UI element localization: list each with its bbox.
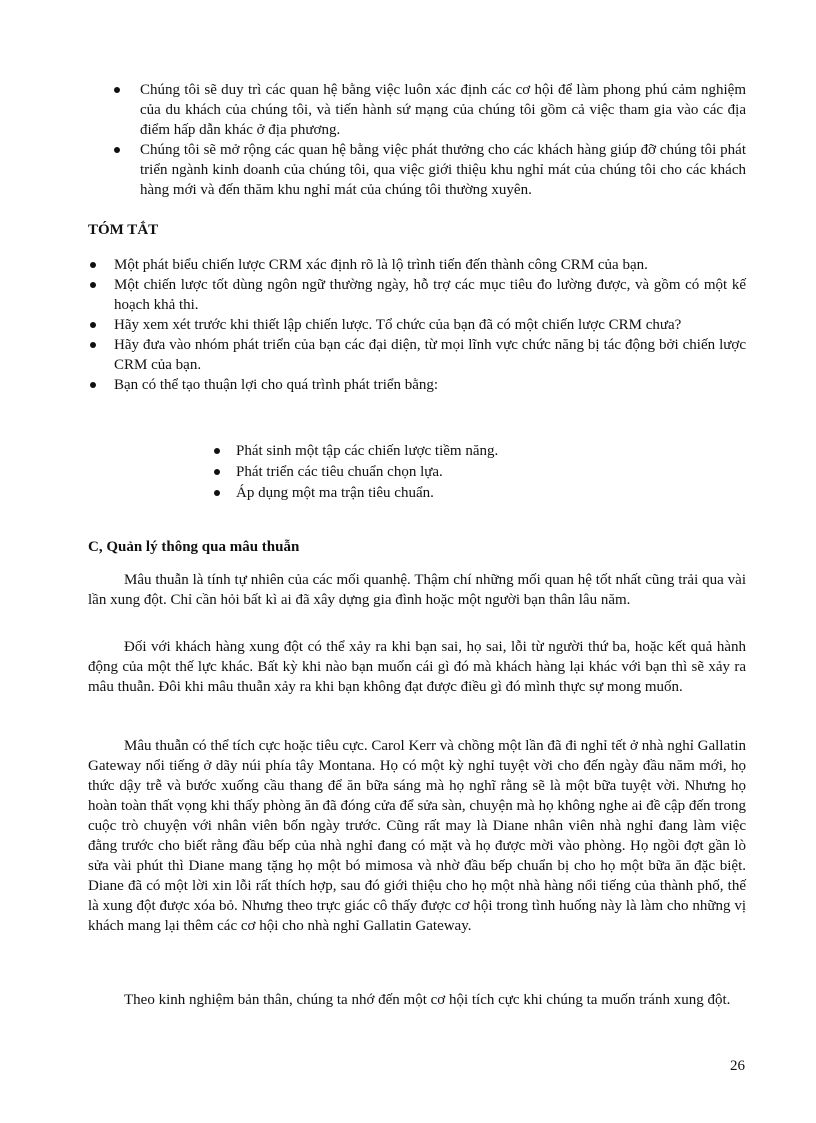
list-item — [214, 483, 614, 504]
summary-bullet-list — [88, 255, 746, 395]
paragraph: Mâu thuẫn là tính tự nhiên của các mối quanhệ. Thậm chí những mối quan hệ tốt nhất cũng trải qua vài lần xung đột. Chỉ cần hỏi bất kì ai đã xây dựng gia đình hoặc một người bạn thân lâu năm. — [88, 572, 746, 608]
paragraph: Theo kinh nghiệm bản thân, chúng ta nhớ đến một cơ hội tích cực khi chúng ta muốn tránh xung đột. — [124, 992, 731, 1008]
bullet-icon — [114, 147, 120, 153]
summary-heading: TÓM TẮT — [88, 222, 159, 238]
bullet-text: Chúng tôi sẽ mở rộng các quan hệ bằng việc phát thưởng cho các khách hàng giúp đỡ chúng tôi phát triển ngành kinh doanh của chúng tôi, qua việc giới thiệu khu nghỉ mát của chúng tôi cho các khách hàng mới và đến thăm khu nghỉ mát của chúng tôi thường xuyên. — [140, 142, 746, 198]
bullet-icon — [90, 282, 96, 288]
page-number: 26 — [730, 1058, 745, 1074]
bullet-text: Phát sinh một tập các chiến lược tiềm năng. — [236, 443, 499, 459]
bullet-text: Hãy đưa vào nhóm phát triển của bạn các đại diện, từ mọi lĩnh vực chức năng bị tác động bởi chiến lược CRM của bạn. — [114, 337, 746, 373]
bullet-icon — [214, 490, 220, 496]
bullet-text: Hãy xem xét trước khi thiết lập chiến lược. Tổ chức của bạn đã có một chiến lược CRM chưa? — [114, 317, 682, 333]
top-bullet-list — [114, 80, 746, 200]
bullet-icon — [90, 382, 96, 388]
list-item — [214, 462, 614, 483]
list-item — [114, 80, 746, 140]
bullet-text: Một phát biểu chiến lược CRM xác định rõ là lộ trình tiến đến thành công CRM của bạn. — [114, 257, 648, 273]
bullet-text: Bạn có thể tạo thuận lợi cho quá trình phát triển bằng: — [114, 377, 439, 393]
list-item — [214, 441, 614, 462]
bullet-icon — [214, 469, 220, 475]
bullet-icon — [114, 87, 120, 93]
bullet-text: Chúng tôi sẽ duy trì các quan hệ bằng việc luôn xác định các cơ hội để làm phong phú cảm nghiệm của du khách của chúng tôi, và tiến hành sứ mạng của chúng tôi gồm cả việc tham gia vào các địa điểm hấp dẫn khác ở địa phương. — [140, 82, 746, 138]
paragraph: Mâu thuẫn có thể tích cực hoặc tiêu cực. Carol Kerr và chồng một lần đã đi nghỉ tết ở nhà nghỉ Gallatin Gateway nổi tiếng ở dãy núi phía tây Montana. Họ có một kỳ nghỉ tuyệt vời cho đến ngày đầu năm mới, họ thức dậy trễ và bước xuống cầu thang để ăn bữa sáng mà họ nghĩ rằng sẽ là một bữa tuyệt vời. Nhưng họ hoàn toàn thất vọng khi thấy phòng ăn đã đóng cửa để sửa sàn, chuyện mà họ không nghe ai đề cập đến trong cuộc trò chuyện với nhân viên bốn ngày trước. Cũng rất may là Diane nhân viên nhà nghỉ đang làm việc đằng trước cho biết rằng đầu bếp của nhà nghỉ đang có mặt và họ được mời vào phòng. Họ ngồi đợt gần lò sửa vài phút thì Diane mang tặng họ một bó mimosa và nhờ đầu bếp chuẩn bị cho họ một bữa ăn đặc biệt. Diane đã có một lời xin lỗi rất thích hợp, sau đó giới thiệu cho họ một nhà hàng nổi tiếng của thành phố, thế là xung đột được xóa bỏ. Nhưng theo trực giác cô thấy được cơ hội trong tình huống này là làm cho những vị khách mang lại thêm các cơ hội cho nhà nghỉ Gallatin Gateway. — [88, 738, 746, 934]
bullet-icon — [90, 342, 96, 348]
bullet-text: Phát triển các tiêu chuẩn chọn lựa. — [236, 464, 443, 480]
bullet-icon — [214, 448, 220, 454]
bullet-icon — [90, 322, 96, 328]
bullet-icon — [90, 262, 96, 268]
list-item — [88, 335, 746, 375]
list-item — [88, 255, 746, 275]
list-item — [88, 315, 746, 335]
paragraph: Đối với khách hàng xung đột có thể xảy ra khi bạn sai, họ sai, lỗi từ người thứ ba, hoặc kết quả hành động của một thế lực khác. Bất kỳ khi nào bạn muốn cái gì đó mà khách hàng lại khác với bạn thì sẽ xảy ra mâu thuẫn. Đôi khi mâu thuẫn xảy ra khi bạn không đạt được điều gì đó mình thực sự mong muốn. — [88, 639, 746, 695]
list-item — [114, 140, 746, 200]
bullet-text: Một chiến lược tốt dùng ngôn ngữ thường ngày, hỗ trợ các mục tiêu đo lường được, và gồm có một kế hoạch khả thi. — [114, 277, 746, 313]
list-item — [88, 275, 746, 315]
section-heading: C, Quản lý thông qua mâu thuẫn — [88, 539, 300, 555]
sub-bullet-list — [214, 441, 614, 504]
list-item — [88, 375, 746, 395]
bullet-text: Áp dụng một ma trận tiêu chuẩn. — [236, 485, 434, 501]
